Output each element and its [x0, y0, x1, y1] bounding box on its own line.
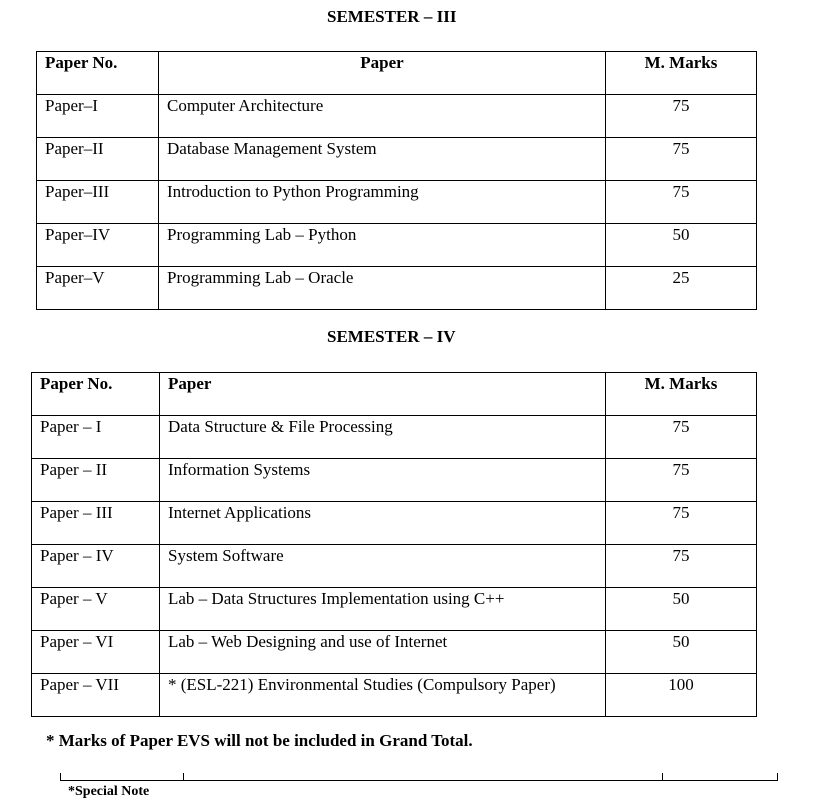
paper-number-cell: Paper – II: [32, 459, 160, 502]
table-row: [37, 267, 757, 310]
marks-cell: 75: [606, 138, 757, 181]
paper-number-cell: Paper – V: [32, 588, 160, 631]
marks-cell: 50: [606, 631, 757, 674]
marks-cell: 25: [606, 267, 757, 310]
table-row: [37, 224, 757, 267]
semester-4-table: [31, 372, 757, 717]
marks-cell: 50: [606, 224, 757, 267]
semester-3-title: SEMESTER – III: [327, 7, 457, 26]
semester-3-table: [36, 51, 757, 310]
column-header-marks: M. Marks: [606, 373, 757, 416]
footer-column-divider: [183, 773, 184, 781]
column-header-paper-no: Paper No.: [37, 52, 159, 95]
table-row: [32, 631, 757, 674]
paper-name-cell: Internet Applications: [160, 502, 606, 545]
table-header-row: [37, 52, 757, 95]
footer-table-border: [60, 780, 778, 781]
table-row: [32, 416, 757, 459]
paper-number-cell: Paper–III: [37, 181, 159, 224]
paper-name-cell: System Software: [160, 545, 606, 588]
semester-4-title: SEMESTER – IV: [327, 327, 456, 346]
table-row: [37, 181, 757, 224]
table-row: [32, 545, 757, 588]
paper-name-cell: Lab – Data Structures Implementation using C++: [160, 588, 606, 631]
marks-cell: 75: [606, 181, 757, 224]
paper-name-cell: Lab – Web Designing and use of Internet: [160, 631, 606, 674]
paper-name-cell: Introduction to Python Programming: [159, 181, 606, 224]
paper-number-cell: Paper–V: [37, 267, 159, 310]
marks-cell: 100: [606, 674, 757, 717]
paper-name-cell: Data Structure & File Processing: [160, 416, 606, 459]
marks-cell: 75: [606, 502, 757, 545]
table-row: [32, 588, 757, 631]
column-header-paper: Paper: [159, 52, 606, 95]
marks-cell: 50: [606, 588, 757, 631]
column-header-paper: Paper: [160, 373, 606, 416]
evs-note: * Marks of Paper EVS will not be included in Grand Total.: [46, 731, 473, 750]
table-row: [32, 674, 757, 717]
paper-number-cell: Paper – IV: [32, 545, 160, 588]
marks-cell: 75: [606, 459, 757, 502]
marks-cell: 75: [606, 416, 757, 459]
paper-name-cell: Database Management System: [159, 138, 606, 181]
paper-number-cell: Paper – VI: [32, 631, 160, 674]
table-row: [32, 502, 757, 545]
paper-number-cell: Paper – VII: [32, 674, 160, 717]
paper-number-cell: Paper–I: [37, 95, 159, 138]
footer-column-divider: [662, 773, 663, 781]
table-header-row: [32, 373, 757, 416]
column-header-paper-no: Paper No.: [32, 373, 160, 416]
paper-name-cell: Computer Architecture: [159, 95, 606, 138]
paper-number-cell: Paper–IV: [37, 224, 159, 267]
paper-number-cell: Paper–II: [37, 138, 159, 181]
table-row: [37, 95, 757, 138]
paper-name-cell: * (ESL-221) Environmental Studies (Compulsory Paper): [160, 674, 606, 717]
table-row: [37, 138, 757, 181]
footer-column-divider: [60, 773, 61, 781]
marks-cell: 75: [606, 545, 757, 588]
marks-cell: 75: [606, 95, 757, 138]
paper-number-cell: Paper – III: [32, 502, 160, 545]
paper-name-cell: Programming Lab – Oracle: [159, 267, 606, 310]
paper-name-cell: Programming Lab – Python: [159, 224, 606, 267]
table-row: [32, 459, 757, 502]
paper-name-cell: Information Systems: [160, 459, 606, 502]
special-note-label: *Special Note: [68, 784, 150, 799]
paper-number-cell: Paper – I: [32, 416, 160, 459]
column-header-marks: M. Marks: [606, 52, 757, 95]
footer-column-divider: [777, 773, 778, 781]
